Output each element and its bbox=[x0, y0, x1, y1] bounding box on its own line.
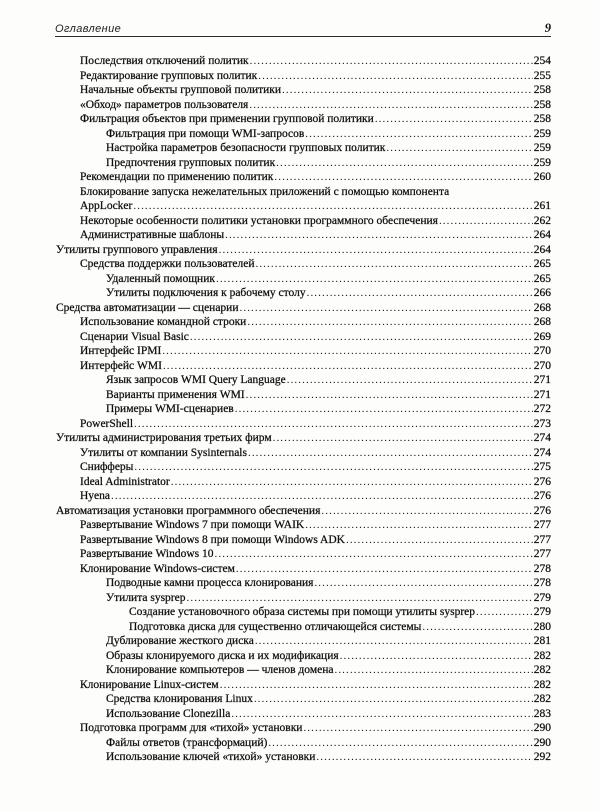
dot-leader bbox=[255, 634, 533, 649]
toc-entry-page: 277 bbox=[533, 533, 551, 546]
toc-entry-page: 261 bbox=[533, 200, 551, 212]
toc-entry-page: 276 bbox=[533, 490, 551, 502]
toc-entry bbox=[56, 257, 551, 272]
dot-leader bbox=[282, 83, 533, 98]
toc-entry bbox=[56, 736, 551, 751]
toc-entry-label: Средства клонирования Linux bbox=[106, 693, 253, 705]
toc-entry-label: Сценарии Visual Basic bbox=[80, 330, 189, 343]
toc-entry-label: Утилита sysprep bbox=[106, 591, 186, 604]
toc-entry bbox=[56, 750, 551, 765]
toc-entry-page: 275 bbox=[533, 461, 551, 473]
toc-entry-label: Интерфейс WMI bbox=[80, 359, 162, 372]
toc-entry-page: 266 bbox=[533, 287, 551, 299]
toc-entry-label: AppLocker bbox=[80, 200, 133, 212]
toc-entry bbox=[56, 170, 551, 185]
toc-entry bbox=[56, 547, 551, 562]
toc-entry-page: 282 bbox=[533, 664, 551, 676]
toc-entry bbox=[56, 634, 551, 649]
dot-leader bbox=[133, 199, 532, 214]
toc-entry bbox=[56, 692, 551, 707]
toc-entry-label: PowerShell bbox=[80, 417, 134, 430]
toc-entry bbox=[56, 431, 551, 446]
toc-entry bbox=[56, 330, 551, 345]
dot-leader bbox=[316, 750, 532, 765]
toc-entry-label: Образы клонируемого диска и их модификация bbox=[106, 649, 339, 662]
toc-entry-page: 269 bbox=[533, 330, 551, 343]
toc-entry-page: 271 bbox=[533, 388, 551, 401]
dot-leader bbox=[276, 156, 533, 171]
toc-entry bbox=[56, 402, 551, 417]
dot-leader bbox=[248, 446, 533, 461]
toc-entry bbox=[56, 69, 551, 84]
toc-entry-label: Использование командной строки bbox=[80, 316, 247, 328]
toc-entry bbox=[56, 707, 551, 722]
toc-entry-label: Утилиты от компании Sysinternals bbox=[80, 446, 247, 459]
toc-entry-page: 258 bbox=[533, 113, 551, 125]
dot-leader bbox=[439, 214, 533, 229]
dot-leader bbox=[190, 330, 533, 345]
dot-leader bbox=[225, 228, 533, 243]
toc-entry bbox=[56, 344, 551, 359]
dot-leader bbox=[240, 301, 533, 316]
toc-entry-label: Клонирование компьютеров — членов домена bbox=[106, 664, 334, 676]
toc-entry-label: Средства автоматизации — сценарии bbox=[56, 301, 239, 314]
toc-entry-label: Дублирование жесткого диска bbox=[106, 635, 254, 647]
dot-leader bbox=[163, 359, 533, 374]
header-title: Оглавление bbox=[55, 23, 122, 35]
toc-entry bbox=[56, 359, 551, 374]
toc-entry-label: Использование Clonezilla bbox=[106, 707, 231, 720]
toc-entry-label: Фильтрация при помощи WMI-запросов bbox=[106, 127, 305, 140]
toc-entry-label: Интерфейс IPMI bbox=[80, 345, 162, 357]
toc-entry-page: 270 bbox=[533, 345, 551, 357]
toc-entry bbox=[56, 373, 551, 388]
toc-entry-page: 276 bbox=[533, 504, 551, 517]
toc-entry-page: 270 bbox=[533, 359, 551, 372]
dot-leader bbox=[334, 663, 532, 678]
toc-entry-page: 282 bbox=[533, 678, 551, 691]
toc-entry-page: 255 bbox=[533, 69, 551, 82]
header-rule bbox=[55, 36, 551, 37]
dot-leader bbox=[236, 562, 533, 577]
toc-entry bbox=[56, 417, 551, 432]
toc-entry-page: 278 bbox=[533, 562, 551, 575]
toc-entry bbox=[56, 533, 551, 548]
dot-leader bbox=[307, 286, 533, 301]
toc-entry bbox=[56, 141, 551, 156]
toc-entry-page: 268 bbox=[533, 301, 551, 314]
dot-leader bbox=[340, 649, 533, 664]
toc-entry-label: Редактирование групповых политик bbox=[80, 69, 258, 82]
toc-entry bbox=[56, 54, 551, 69]
toc-entry-page: 254 bbox=[533, 55, 551, 67]
toc-entry-page: 276 bbox=[533, 475, 551, 488]
dot-leader bbox=[235, 402, 533, 417]
toc-entry-page: 264 bbox=[533, 229, 551, 241]
toc-entry-label: Средства поддержки пользователей bbox=[80, 258, 255, 270]
toc-entry bbox=[56, 562, 551, 577]
toc-entry bbox=[56, 721, 551, 736]
dot-leader bbox=[231, 707, 532, 722]
dot-leader bbox=[111, 489, 533, 504]
dot-leader bbox=[476, 605, 533, 620]
toc-entry-label: Рекомендации по применению политик bbox=[80, 171, 274, 183]
toc-entry bbox=[56, 576, 551, 591]
toc-entry-label: Hyena bbox=[80, 490, 111, 502]
toc-entry bbox=[56, 504, 551, 519]
toc-entry-page: 259 bbox=[533, 127, 551, 140]
toc-entry-page: 273 bbox=[533, 417, 551, 430]
toc-entry-label: Удаленный помощник bbox=[106, 272, 215, 285]
dot-leader bbox=[321, 504, 532, 519]
header-page-number: 9 bbox=[544, 21, 551, 35]
toc-entry-page: 283 bbox=[533, 707, 551, 720]
dot-leader bbox=[255, 257, 532, 272]
toc-entry-page: 281 bbox=[533, 635, 551, 647]
toc-entry bbox=[56, 127, 551, 142]
toc-entry-label: Ideal Administrator bbox=[80, 475, 170, 488]
toc-entry-page: 265 bbox=[533, 258, 551, 270]
toc-entry-page: 277 bbox=[533, 519, 551, 531]
toc-entry-page: 259 bbox=[533, 156, 551, 169]
dot-leader bbox=[268, 736, 532, 751]
toc-entry-page: 279 bbox=[533, 591, 551, 604]
toc-entry-label: Снифферы bbox=[80, 461, 134, 473]
toc-entry-page: 280 bbox=[533, 620, 551, 633]
toc-entry-label: Настройка параметров безопасности групповых политик bbox=[106, 142, 386, 154]
dot-leader bbox=[250, 54, 533, 69]
toc-entry-label: Варианты применения WMI bbox=[106, 388, 245, 401]
toc-entry bbox=[56, 185, 551, 200]
toc-entry bbox=[56, 301, 551, 316]
dot-leader bbox=[171, 475, 533, 490]
toc-entry bbox=[56, 663, 551, 678]
toc-entry-label: Подводные камни процесса клонирования bbox=[106, 577, 314, 589]
toc-entry-page: 290 bbox=[533, 722, 551, 734]
toc-entry-label: Некоторые особенности политики установки программного обеспечения bbox=[80, 214, 438, 227]
running-header bbox=[55, 21, 551, 36]
toc-entry-page: 262 bbox=[533, 214, 551, 227]
toc-entry-label: Подготовка диска для существенно отличающейся системы bbox=[129, 620, 422, 633]
toc-entry bbox=[56, 272, 551, 287]
toc-entry-label: Примеры WMI-сценариев bbox=[106, 403, 234, 415]
dot-leader bbox=[287, 373, 533, 388]
toc-entry bbox=[56, 460, 551, 475]
toc-entry bbox=[56, 388, 551, 403]
toc-entry bbox=[56, 591, 551, 606]
dot-leader bbox=[314, 576, 532, 591]
dot-leader bbox=[187, 591, 533, 606]
toc-entry bbox=[56, 98, 551, 113]
toc-entry-page: 259 bbox=[533, 142, 551, 154]
toc-entry-label: Административные шаблоны bbox=[80, 229, 225, 241]
toc-entry-label: Подготовка программ для «тихой» установки bbox=[80, 722, 303, 734]
dot-leader bbox=[303, 721, 532, 736]
toc-entry-page: 290 bbox=[533, 736, 551, 749]
toc-entry-label: Блокирование запуска нежелательных приложений с помощью компонента bbox=[80, 185, 450, 198]
toc-entry bbox=[56, 243, 551, 258]
dot-leader bbox=[134, 417, 533, 432]
toc-entry bbox=[56, 649, 551, 664]
toc-entry-label: Использование ключей «тихой» установки bbox=[106, 751, 316, 763]
toc-entry-label: Развертывание Windows 7 при помощи WAIK bbox=[80, 519, 305, 531]
toc-entry-label: Клонирование Windows-систем bbox=[80, 562, 235, 575]
dot-leader bbox=[305, 127, 532, 142]
dot-leader bbox=[246, 388, 533, 403]
dot-leader bbox=[219, 243, 533, 258]
toc-entry bbox=[56, 156, 551, 171]
dot-leader bbox=[273, 431, 533, 446]
dot-leader bbox=[422, 620, 532, 635]
toc-entry bbox=[56, 315, 551, 330]
toc-entry-page: 278 bbox=[533, 577, 551, 589]
toc-entry-page: 264 bbox=[533, 243, 551, 256]
dot-leader bbox=[305, 518, 533, 533]
toc-entry-label: Фильтрация объектов при применении групповой политики bbox=[80, 113, 374, 125]
dot-leader bbox=[134, 460, 532, 475]
toc-entry bbox=[56, 199, 551, 214]
dot-leader bbox=[375, 112, 533, 127]
toc-entry-page: 274 bbox=[533, 446, 551, 459]
toc-entry-label: Утилиты администрирования третьих фирм bbox=[56, 432, 272, 444]
toc-list bbox=[56, 54, 551, 765]
toc-entry-page: 260 bbox=[533, 171, 551, 183]
toc-entry-label: Утилиты группового управления bbox=[56, 243, 218, 256]
dot-leader bbox=[247, 315, 532, 330]
toc-entry-page: 279 bbox=[533, 606, 551, 618]
dot-leader bbox=[216, 272, 533, 287]
toc-entry-page: 258 bbox=[533, 98, 551, 111]
toc-entry bbox=[56, 286, 551, 301]
dot-leader bbox=[386, 141, 532, 156]
toc-entry-label: Утилиты подключения к рабочему столу bbox=[106, 287, 306, 299]
toc-entry-label: Клонирование Linux-систем bbox=[80, 678, 219, 691]
dot-leader bbox=[346, 533, 533, 548]
dot-leader bbox=[162, 344, 532, 359]
toc-entry bbox=[56, 446, 551, 461]
toc-entry-label: Развертывание Windows 8 при помощи Windows ADK bbox=[80, 533, 345, 546]
dot-leader bbox=[249, 98, 532, 113]
toc-entry-page: 292 bbox=[533, 751, 551, 763]
toc-entry bbox=[56, 112, 551, 127]
toc-entry bbox=[56, 518, 551, 533]
dot-leader bbox=[258, 69, 532, 84]
toc-entry bbox=[56, 83, 551, 98]
dot-leader bbox=[274, 170, 532, 185]
toc-entry-page: 277 bbox=[533, 548, 551, 560]
toc-entry-page: 258 bbox=[533, 84, 551, 96]
toc-entry bbox=[56, 605, 551, 620]
toc-entry bbox=[56, 475, 551, 490]
toc-entry-label: Последствия отключений политик bbox=[80, 55, 249, 67]
toc-entry-label: Файлы ответов (трансформаций) bbox=[106, 736, 268, 749]
toc-entry-page: 265 bbox=[533, 272, 551, 285]
toc-entry-label: Создание установочного образа системы при помощи утилиты sysprep bbox=[129, 606, 476, 618]
toc-entry-label: Автоматизация установки программного обеспечения bbox=[56, 504, 321, 517]
toc-entry-page: 268 bbox=[533, 316, 551, 328]
dot-leader bbox=[215, 547, 533, 562]
toc-entry-page: 271 bbox=[533, 374, 551, 386]
dot-leader bbox=[220, 678, 533, 693]
toc-entry-label: «Обход» параметров пользователя bbox=[80, 98, 249, 111]
toc-entry-label: Начальные объекты групповой политики bbox=[80, 84, 282, 96]
toc-entry-label: Язык запросов WMI Query Language bbox=[106, 374, 286, 386]
toc-entry-label: Развертывание Windows 10 bbox=[80, 548, 214, 560]
toc-entry-page: 272 bbox=[533, 403, 551, 415]
toc-entry-page: 282 bbox=[533, 649, 551, 662]
toc-entry bbox=[56, 678, 551, 693]
toc-entry bbox=[56, 228, 551, 243]
toc-entry bbox=[56, 214, 551, 229]
toc-entry bbox=[56, 620, 551, 635]
toc-entry bbox=[56, 489, 551, 504]
toc-entry-page: 274 bbox=[533, 432, 551, 444]
toc-entry-page: 282 bbox=[533, 693, 551, 705]
toc-entry-label: Предпочтения групповых политик bbox=[106, 156, 276, 169]
dot-leader bbox=[254, 692, 533, 707]
